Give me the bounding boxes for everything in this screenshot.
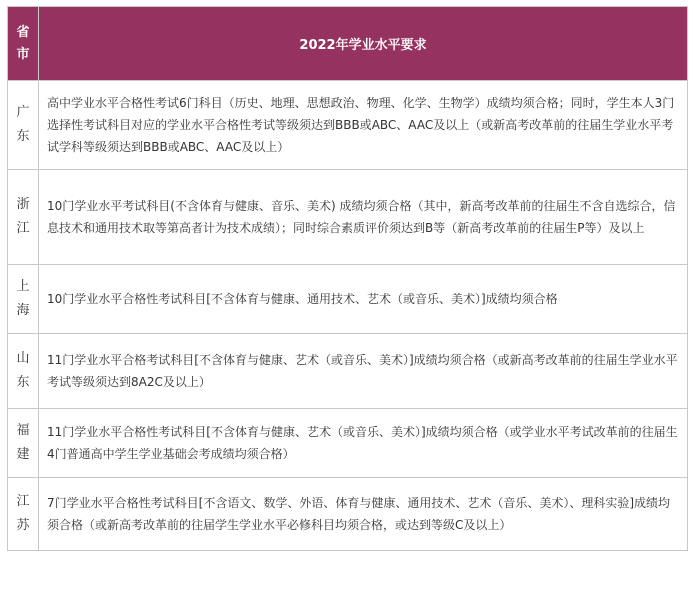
province-cell bbox=[8, 170, 39, 265]
province-header-char: 省 bbox=[16, 24, 30, 40]
province-char: 江 bbox=[16, 221, 30, 236]
requirement-column-header: 2022年学业水平要求 bbox=[39, 7, 688, 81]
province-char: 建 bbox=[16, 447, 30, 462]
requirement-cell: 10门学业水平考试科目(不含体育与健康、音乐、美术) 成绩均须合格（其中，新高考改革前的往届生不含自选综合，信息技术和通用技术取等第高者计为技术成绩）；同时综合素质评价须达到B等（新高考改革前的往届生P等）及以上 bbox=[39, 170, 688, 265]
requirement-cell: 11门学业水平合格性考试科目[不含体育与健康、艺术（或音乐、美术）]成绩均须合格（或学业水平考试改革前的往届生4门普通高中学生学业基础会考成绩均须合格） bbox=[39, 409, 688, 478]
province-char: 广 bbox=[16, 105, 30, 120]
province-char: 海 bbox=[16, 303, 30, 318]
requirements-sheet bbox=[7, 6, 688, 551]
province-char: 浙 bbox=[16, 197, 30, 212]
province-char: 福 bbox=[16, 423, 30, 438]
province-char: 东 bbox=[16, 375, 30, 390]
province-cell bbox=[8, 81, 39, 170]
province-char: 东 bbox=[16, 129, 30, 144]
province-char: 上 bbox=[16, 279, 30, 294]
table-row bbox=[8, 170, 688, 265]
province-cell bbox=[8, 334, 39, 409]
requirements-table bbox=[7, 6, 688, 551]
table-row bbox=[8, 478, 688, 551]
table-row bbox=[8, 409, 688, 478]
requirement-cell: 11门学业水平合格考试科目[不含体育与健康、艺术（或音乐、美术）]成绩均须合格（或新高考改革前的往届生学业水平考试等级须达到8A2C及以上） bbox=[39, 334, 688, 409]
table-row bbox=[8, 265, 688, 334]
requirement-cell: 7门学业水平合格性考试科目[不含语文、数学、外语、体育与健康、通用技术、艺术（音乐、美术）、理科实验]成绩均须合格（或新高考改革前的往届学生学业水平必修科目均须合格，或达到等级C及以上） bbox=[39, 478, 688, 551]
province-char: 苏 bbox=[16, 518, 30, 533]
province-char: 山 bbox=[16, 351, 30, 366]
province-cell bbox=[8, 265, 39, 334]
table-header-row bbox=[8, 7, 688, 81]
province-header-char: 市 bbox=[16, 46, 30, 62]
province-char: 江 bbox=[16, 494, 30, 509]
requirement-cell: 高中学业水平合格性考试6门科目（历史、地理、思想政治、物理、化学、生物学）成绩均须合格；同时，学生本人3门选择性考试科目对应的学业水平合格性考试等级须达到BBB或ABC、AAC及以上（或新高考改革前的往届生学业水平考试学科等级须达到BBB或ABC、AAC及以上） bbox=[39, 81, 688, 170]
province-column-header bbox=[8, 7, 39, 81]
province-cell bbox=[8, 409, 39, 478]
table-row bbox=[8, 81, 688, 170]
table-row bbox=[8, 334, 688, 409]
province-cell bbox=[8, 478, 39, 551]
requirement-cell: 10门学业水平合格性考试科目[不含体育与健康、通用技术、艺术（或音乐、美术）]成绩均须合格 bbox=[39, 265, 688, 334]
